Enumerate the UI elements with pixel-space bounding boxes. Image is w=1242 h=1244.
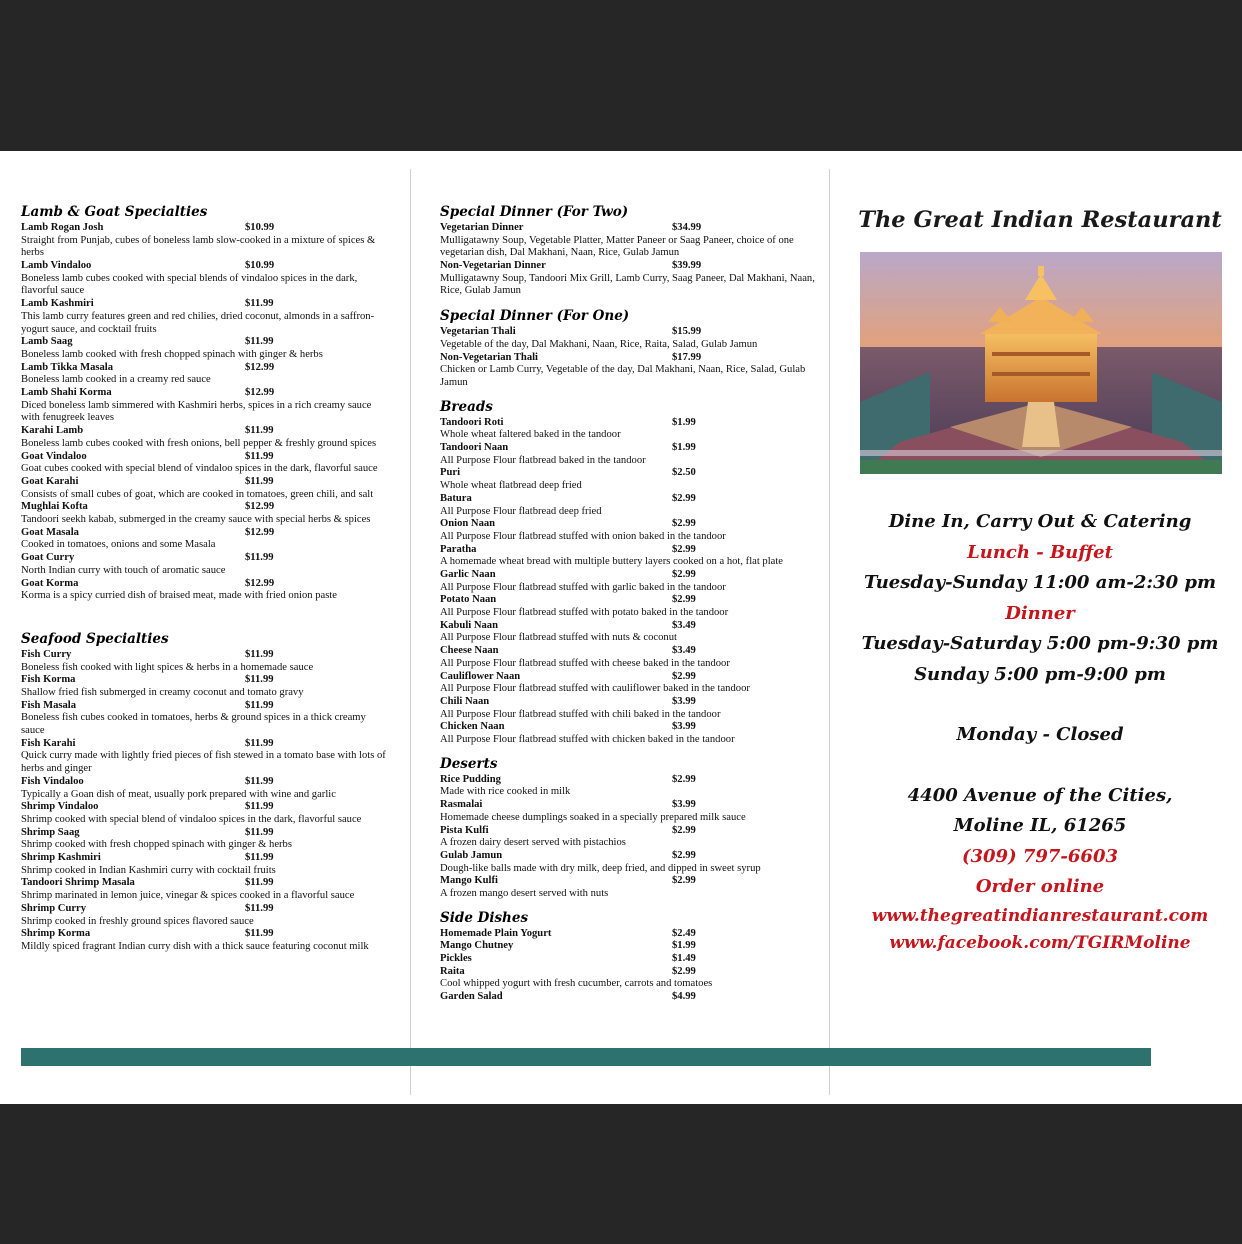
menu-item-row: [21, 501, 391, 514]
info-column: [846, 205, 1234, 957]
menu-item-description: All Purpose Flour flatbread deep fried: [440, 505, 602, 517]
menu-item-price: $11.99: [245, 877, 274, 889]
menu-item-name: Shrimp Curry: [21, 902, 87, 914]
menu-item-row: [21, 552, 391, 565]
menu-item-price: $34.99: [672, 222, 702, 233]
menu-item-description: Korma is a spicy curried dish of braised meat, made with fried onion paste: [21, 590, 337, 602]
menu-item-row: [440, 928, 815, 941]
menu-item-name: Fish Karahi: [21, 737, 76, 749]
menu-item: [440, 544, 815, 569]
menu-page: [0, 151, 1242, 1104]
dinner-hours-sunday: Sunday 5:00 pm-9:00 pm: [914, 663, 1166, 685]
menu-item-price: $11.99: [245, 902, 274, 914]
menu-item-description: All Purpose Flour flatbread stuffed with chicken baked in the tandoor: [440, 734, 735, 746]
menu-item-row: [21, 852, 391, 865]
menu-item: [21, 362, 391, 387]
menu-item-price: $3.99: [672, 799, 696, 811]
menu-item-name: Tandoori Naan: [440, 442, 509, 454]
menu-column-middle: [440, 203, 815, 1004]
menu-item-row: [21, 903, 391, 916]
menu-item-price: $11.99: [245, 298, 274, 310]
menu-item: [21, 578, 391, 603]
section-breads: [440, 398, 815, 747]
menu-item-description: All Purpose Flour flatbread stuffed with cauliflower baked in the tandoor: [440, 683, 750, 695]
menu-item-price: $11.99: [245, 775, 274, 787]
section-title: Deserts: [440, 755, 498, 772]
facebook-link[interactable]: www.facebook.com/TGIRMoline: [889, 932, 1191, 953]
menu-item-name: Shrimp Korma: [21, 928, 91, 940]
menu-item-name: Lamb Tikka Masala: [21, 361, 114, 373]
menu-item-row: [21, 877, 391, 890]
menu-item-description: Boneless lamb cubes cooked with special blends of vindaloo spices in the dark, flavorful sauce: [21, 272, 358, 297]
menu-item-row: [21, 700, 391, 713]
menu-item-name: Non-Vegetarian Dinner: [440, 260, 546, 272]
menu-item-price: $2.99: [672, 569, 696, 581]
menu-item: [21, 674, 391, 699]
menu-item-name: Garden Salad: [440, 991, 503, 1003]
menu-item-price: $2.99: [672, 518, 696, 530]
lunch-hours: Tuesday-Sunday 11:00 am-2:30 pm: [863, 572, 1217, 593]
menu-item-name: Lamb Vindaloo: [21, 260, 92, 272]
menu-item-name: Fish Curry: [21, 648, 72, 660]
menu-item-description: Shrimp cooked with special blend of vindaloo spices in the dark, flavorful sauce: [21, 813, 362, 825]
menu-item-price: $11.99: [245, 699, 274, 711]
menu-item-price: $2.99: [672, 670, 696, 682]
menu-item-row: [440, 518, 815, 531]
menu-item-row: [440, 721, 815, 734]
menu-item-price: $2.99: [672, 773, 696, 785]
menu-item: [21, 476, 391, 501]
menu-item-price: $39.99: [672, 260, 702, 272]
menu-item-row: [440, 326, 815, 339]
menu-item-description: A frozen mango desert served with nuts: [440, 888, 609, 899]
menu-item-name: Lamb Rogan Josh: [21, 222, 104, 233]
menu-item: [21, 738, 391, 776]
menu-item-price: $4.99: [672, 991, 696, 1003]
menu-item-price: $1.49: [672, 953, 696, 965]
menu-item: [440, 966, 815, 991]
menu-item: [440, 620, 815, 645]
menu-item: [440, 696, 815, 721]
menu-item-name: Shrimp Vindaloo: [21, 801, 99, 813]
menu-item-name: Potato Naan: [440, 594, 497, 606]
section-lamb-goat: [21, 203, 391, 603]
menu-item: [21, 425, 391, 450]
menu-item: [440, 594, 815, 619]
menu-item: [440, 953, 815, 966]
order-online-link[interactable]: Order online: [975, 876, 1105, 897]
menu-item-description: Mulligatawny Soup, Tandoori Mix Grill, Lamb Curry, Saag Paneer, Dal Makhani, Naan, Rice, Gulab Jamun: [440, 272, 815, 297]
menu-item-row: [440, 696, 815, 709]
menu-item-description: This lamb curry features green and red chilies, dried coconut, almonds in a saffron-yogurt sauce, and cocktail fruits: [21, 310, 375, 335]
section-title: Seafood Specialties: [21, 630, 169, 647]
menu-item-description: Mildly spiced fragrant Indian curry dish with a thick sauce featuring coconut milk: [21, 940, 369, 952]
menu-item: [440, 940, 815, 953]
menu-item-name: Goat Vindaloo: [21, 450, 87, 462]
menu-item-name: Mango Kulfi: [440, 875, 498, 887]
menu-item: [21, 336, 391, 361]
menu-item-row: [21, 222, 391, 235]
menu-item: [440, 326, 815, 351]
dinner-hours-weekday: Tuesday-Saturday 5:00 pm-9:30 pm: [861, 633, 1219, 654]
menu-item-name: Karahi Lamb: [21, 425, 84, 437]
section-title: Lamb & Goat Specialties: [21, 204, 208, 220]
menu-item-price: $12.99: [245, 387, 275, 399]
menu-item: [440, 467, 815, 492]
menu-item-price: $2.99: [672, 965, 696, 977]
menu-item: [21, 222, 391, 260]
menu-item-name: Chicken Naan: [440, 721, 505, 733]
menu-item-price: $2.99: [672, 543, 696, 555]
menu-item-price: $1.99: [672, 416, 696, 428]
menu-item-name: Gulab Jamun: [440, 849, 503, 861]
menu-item-description: Whole wheat flatbread deep fried: [440, 480, 582, 492]
menu-item-description: Boneless lamb cooked with fresh chopped spinach with ginger & herbs: [21, 348, 323, 360]
menu-item-name: Fish Korma: [21, 674, 76, 686]
address-line-2: Moline IL, 61265: [953, 815, 1127, 836]
menu-item-price: $2.99: [672, 849, 696, 861]
menu-item: [440, 222, 815, 260]
menu-item-price: $1.99: [672, 442, 696, 454]
menu-item-price: $11.99: [245, 674, 274, 686]
menu-item-name: Tandoori Shrimp Masala: [21, 877, 135, 889]
menu-item: [440, 850, 815, 875]
menu-item-name: Raita: [440, 965, 465, 977]
menu-item-name: Cauliflower Naan: [440, 670, 521, 682]
menu-item-description: Chicken or Lamb Curry, Vegetable of the day, Dal Makhani, Naan, Rice, Salad, Gulab Jamun: [440, 364, 806, 388]
menu-item: [21, 298, 391, 336]
menu-item-row: [440, 875, 815, 888]
section-title: Special Dinner (For One): [440, 308, 630, 325]
menu-item-description: Dough-like balls made with dry milk, deep fried, and dipped in sweet syrup: [440, 862, 761, 874]
menu-item-name: Vegetarian Dinner: [440, 222, 524, 233]
menu-item-description: All Purpose Flour flatbread stuffed with onion baked in the tandoor: [440, 530, 726, 542]
menu-item-description: Made with rice cooked in milk: [440, 786, 571, 798]
menu-item-row: [21, 476, 391, 489]
menu-item-name: Rice Pudding: [440, 773, 501, 785]
menu-item-price: $11.99: [245, 928, 274, 940]
menu-item-row: [440, 594, 815, 607]
menu-item-name: Shrimp Kashmiri: [21, 852, 101, 864]
menu-item-row: [440, 493, 815, 506]
menu-item: [21, 801, 391, 826]
menu-item-price: $17.99: [672, 351, 702, 363]
menu-item: [440, 442, 815, 467]
menu-item: [21, 451, 391, 476]
menu-item-price: $11.99: [245, 475, 274, 487]
menu-item-name: Fish Vindaloo: [21, 775, 84, 787]
menu-item-description: Shrimp cooked in freshly ground spices flavored sauce: [21, 915, 254, 927]
menu-item-description: Shrimp cooked with fresh chopped spinach with ginger & herbs: [21, 839, 292, 851]
menu-item-description: Homemade cheese dumplings soaked in a specially prepared milk sauce: [440, 811, 746, 823]
menu-item-name: Shrimp Saag: [21, 826, 80, 838]
section-title: Breads: [440, 398, 493, 415]
menu-item-row: [440, 442, 815, 455]
menu-item-name: Onion Naan: [440, 518, 496, 530]
menu-item-name: Lamb Kashmiri: [21, 298, 94, 310]
menu-item: [21, 776, 391, 801]
menu-item: [440, 645, 815, 670]
closed-day: Monday - Closed: [956, 724, 1124, 745]
menu-item: [21, 649, 391, 674]
menu-item-row: [21, 578, 391, 591]
services-line: Dine In, Carry Out & Catering: [888, 511, 1192, 532]
menu-item-price: $10.99: [245, 260, 275, 272]
menu-item-name: Fish Masala: [21, 699, 77, 711]
menu-item-row: [440, 671, 815, 684]
menu-item-name: Puri: [440, 467, 461, 479]
menu-item-name: Cheese Naan: [440, 645, 499, 657]
menu-item: [21, 903, 391, 928]
menu-item-description: All Purpose Flour flatbread stuffed with nuts & coconut: [440, 632, 677, 644]
menu-item-name: Pista Kulfi: [440, 824, 489, 836]
menu-item: [440, 518, 815, 543]
dinner-label: Dinner: [1005, 602, 1075, 624]
menu-item: [21, 700, 391, 738]
menu-item-price: $11.99: [245, 826, 274, 838]
menu-item-row: [440, 940, 815, 953]
temple-photo: [860, 252, 1222, 474]
menu-item-row: [21, 928, 391, 941]
menu-item-price: $11.99: [245, 450, 274, 462]
menu-item: [440, 721, 815, 746]
menu-item-name: Lamb Shahi Korma: [21, 387, 112, 399]
menu-item-row: [21, 387, 391, 400]
menu-item-price: $3.99: [672, 695, 696, 707]
menu-item: [21, 852, 391, 877]
menu-item-description: All Purpose Flour flatbread stuffed with chili baked in the tandoor: [440, 708, 721, 720]
section-seafood: [21, 630, 391, 954]
menu-item-description: A homemade wheat bread with multiple buttery layers cooked on a hot, flat plate: [440, 556, 784, 568]
menu-item-row: [21, 801, 391, 814]
menu-item: [21, 827, 391, 852]
menu-item-row: [21, 260, 391, 273]
column-divider: [410, 169, 411, 1095]
menu-item: [440, 352, 815, 390]
menu-item-row: [21, 336, 391, 349]
menu-item-price: $2.49: [672, 927, 696, 939]
menu-item-price: $3.99: [672, 721, 696, 733]
menu-item: [440, 825, 815, 850]
menu-item-row: [21, 298, 391, 311]
menu-item-description: Tandoori seekh kabab, submerged in the creamy sauce with special herbs & spices: [21, 514, 371, 526]
menu-item-price: $3.49: [672, 645, 696, 657]
menu-item-row: [440, 352, 815, 365]
menu-item-name: Mango Chutney: [440, 940, 514, 952]
menu-item-name: Goat Curry: [21, 552, 75, 564]
menu-item: [21, 387, 391, 425]
menu-item-price: $2.99: [672, 824, 696, 836]
menu-item-row: [440, 991, 815, 1004]
menu-item-name: Paratha: [440, 543, 477, 555]
section-side-dishes: [440, 909, 815, 1004]
menu-item: [440, 417, 815, 442]
menu-item-name: Batura: [440, 492, 472, 504]
menu-item-row: [440, 544, 815, 557]
menu-item-row: [21, 527, 391, 540]
section-title: Special Dinner (For Two): [440, 204, 629, 220]
menu-item-description: Boneless lamb cubes cooked with fresh onions, bell pepper & freshly ground spices: [21, 437, 377, 449]
menu-item-description: Cool whipped yogurt with fresh cucumber, carrots and tomatoes: [440, 978, 713, 990]
menu-item-description: Straight from Punjab, cubes of boneless lamb slow-cooked in a mixture of spices & herbs: [21, 234, 376, 259]
menu-item-price: $1.99: [672, 940, 696, 952]
footer-bar: [21, 1048, 1151, 1066]
menu-item-description: A frozen dairy desert served with pistachios: [440, 837, 626, 849]
menu-item-price: $11.99: [245, 552, 274, 564]
menu-item-description: Vegetable of the day, Dal Makhani, Naan, Rice, Raita, Salad, Gulab Jamun: [440, 338, 758, 350]
menu-item: [440, 928, 815, 941]
menu-item: [440, 774, 815, 799]
address-line-1: 4400 Avenue of the Cities,: [907, 784, 1173, 806]
menu-item: [440, 875, 815, 900]
menu-item-row: [440, 774, 815, 787]
menu-item-name: Lamb Saag: [21, 336, 73, 348]
menu-item-description: Shallow fried fish submerged in creamy coconut and tomato gravy: [21, 686, 304, 698]
section-dinner-one: [440, 307, 815, 389]
menu-item-description: Cooked in tomatoes, onions and some Masala: [21, 539, 216, 551]
menu-item-row: [21, 425, 391, 438]
menu-item-row: [21, 362, 391, 375]
menu-item-row: [21, 674, 391, 687]
menu-item-price: $11.99: [245, 737, 274, 749]
menu-item-row: [440, 222, 815, 235]
menu-item-name: Goat Korma: [21, 577, 79, 589]
menu-item-price: $11.99: [245, 801, 274, 813]
menu-column-left: [21, 203, 391, 954]
menu-item-row: [440, 966, 815, 979]
menu-item-row: [440, 645, 815, 658]
menu-item-row: [440, 825, 815, 838]
menu-item-row: [21, 776, 391, 789]
menu-item: [440, 569, 815, 594]
menu-item-row: [21, 738, 391, 751]
menu-item-price: $12.99: [245, 526, 275, 538]
menu-item-description: All Purpose Flour flatbread stuffed with garlic baked in the tandoor: [440, 581, 726, 593]
menu-item-row: [21, 649, 391, 662]
section-title: Side Dishes: [440, 909, 529, 926]
menu-item: [440, 493, 815, 518]
menu-item-price: $3.49: [672, 619, 696, 631]
menu-item-description: Whole wheat faltered baked in the tandoor: [440, 429, 621, 441]
menu-item-name: Mughlai Kofta: [21, 501, 88, 513]
menu-item-description: Goat cubes cooked with special blend of vindaloo spices in the dark, flavorful sauce: [21, 463, 378, 475]
restaurant-name: The Great Indian Restaurant: [858, 207, 1222, 233]
menu-item-description: Boneless lamb cooked in a creamy red sauce: [21, 374, 211, 386]
menu-item-row: [21, 451, 391, 464]
menu-item-row: [440, 467, 815, 480]
section-deserts: [440, 755, 815, 901]
menu-item-price: $12.99: [245, 577, 275, 589]
section-dinner-two: [440, 203, 815, 298]
menu-item-price: $11.99: [245, 336, 274, 348]
menu-item-name: Vegetarian Thali: [440, 326, 516, 338]
menu-item-name: Kabuli Naan: [440, 619, 498, 631]
menu-item: [21, 552, 391, 577]
menu-item-description: All Purpose Flour flatbread baked in the tandoor: [440, 454, 646, 466]
menu-item-name: Garlic Naan: [440, 569, 496, 581]
menu-item-name: Chili Naan: [440, 695, 490, 707]
menu-item-description: Shrimp cooked in Indian Kashmiri curry with cocktail fruits: [21, 864, 276, 876]
menu-item-price: $11.99: [245, 852, 274, 864]
menu-item: [21, 877, 391, 902]
lunch-label: Lunch - Buffet: [967, 541, 1113, 563]
menu-item-description: North Indian curry with touch of aromatic sauce: [21, 564, 226, 576]
menu-item-description: Boneless fish cubes cooked in tomatoes, herbs & ground spices in a thick creamy sauce: [21, 712, 366, 737]
menu-item-description: Quick curry made with lightly fried pieces of fish stewed in a tomato base with lots of herbs and ginger: [21, 750, 386, 775]
column-divider: [829, 169, 830, 1095]
menu-item-name: Pickles: [440, 953, 472, 965]
menu-item-row: [440, 260, 815, 273]
menu-item: [440, 260, 815, 298]
menu-item-description: Boneless fish cooked with light spices & herbs in a homemade sauce: [21, 661, 314, 673]
menu-item-row: [440, 799, 815, 812]
menu-item-description: Consists of small cubes of goat, which are cooked in tomatoes, green chili, and salt: [21, 488, 374, 500]
menu-item: [21, 260, 391, 298]
phone-number[interactable]: (309) 797-6603: [961, 845, 1118, 867]
menu-item-description: Typically a Goan dish of meat, usually pork prepared with wine and garlic: [21, 788, 336, 800]
menu-item: [21, 527, 391, 552]
menu-item-description: Diced boneless lamb simmered with Kashmiri herbs, spices in a rich creamy sauce with fenugreek leaves: [21, 399, 372, 424]
menu-item: [440, 671, 815, 696]
menu-item-row: [440, 417, 815, 430]
menu-item-price: $11.99: [245, 648, 274, 660]
menu-item-name: Goat Masala: [21, 526, 79, 538]
menu-item-row: [440, 953, 815, 966]
menu-item-row: [21, 827, 391, 840]
menu-item-price: $2.99: [672, 875, 696, 887]
menu-item: [21, 501, 391, 526]
menu-item-price: $11.99: [245, 425, 274, 437]
menu-item: [21, 928, 391, 953]
menu-item: [440, 991, 815, 1004]
menu-item-name: Tandoori Roti: [440, 416, 504, 428]
menu-item-row: [440, 569, 815, 582]
menu-item-name: Non-Vegetarian Thali: [440, 351, 539, 363]
menu-item-name: Goat Karahi: [21, 475, 79, 487]
menu-item-name: Rasmalai: [440, 799, 483, 811]
menu-item-price: $15.99: [672, 326, 702, 338]
menu-item-description: All Purpose Flour flatbread stuffed with potato baked in the tandoor: [440, 607, 729, 619]
menu-item: [440, 799, 815, 824]
menu-item-price: $12.99: [245, 501, 275, 513]
menu-item-price: $10.99: [245, 222, 275, 233]
menu-item-row: [440, 850, 815, 863]
menu-item-description: Mulligatawny Soup, Vegetable Platter, Matter Paneer or Saag Paneer, choice of one vegetarian dish, Dal Makhani, Naan, Rice, Gulab Jamun: [440, 234, 794, 259]
menu-item-price: $2.99: [672, 492, 696, 504]
menu-item-price: $12.99: [245, 361, 275, 373]
menu-item-price: $2.99: [672, 594, 696, 606]
menu-item-description: All Purpose Flour flatbread stuffed with cheese baked in the tandoor: [440, 657, 730, 669]
menu-item-row: [440, 620, 815, 633]
website-link[interactable]: www.thegreatindianrestaurant.com: [871, 905, 1209, 926]
menu-item-description: Shrimp marinated in lemon juice, vinegar & spices cooked in a flavorful sauce: [21, 890, 355, 902]
menu-item-price: $2.50: [672, 467, 696, 479]
menu-item-name: Homemade Plain Yogurt: [440, 927, 552, 939]
